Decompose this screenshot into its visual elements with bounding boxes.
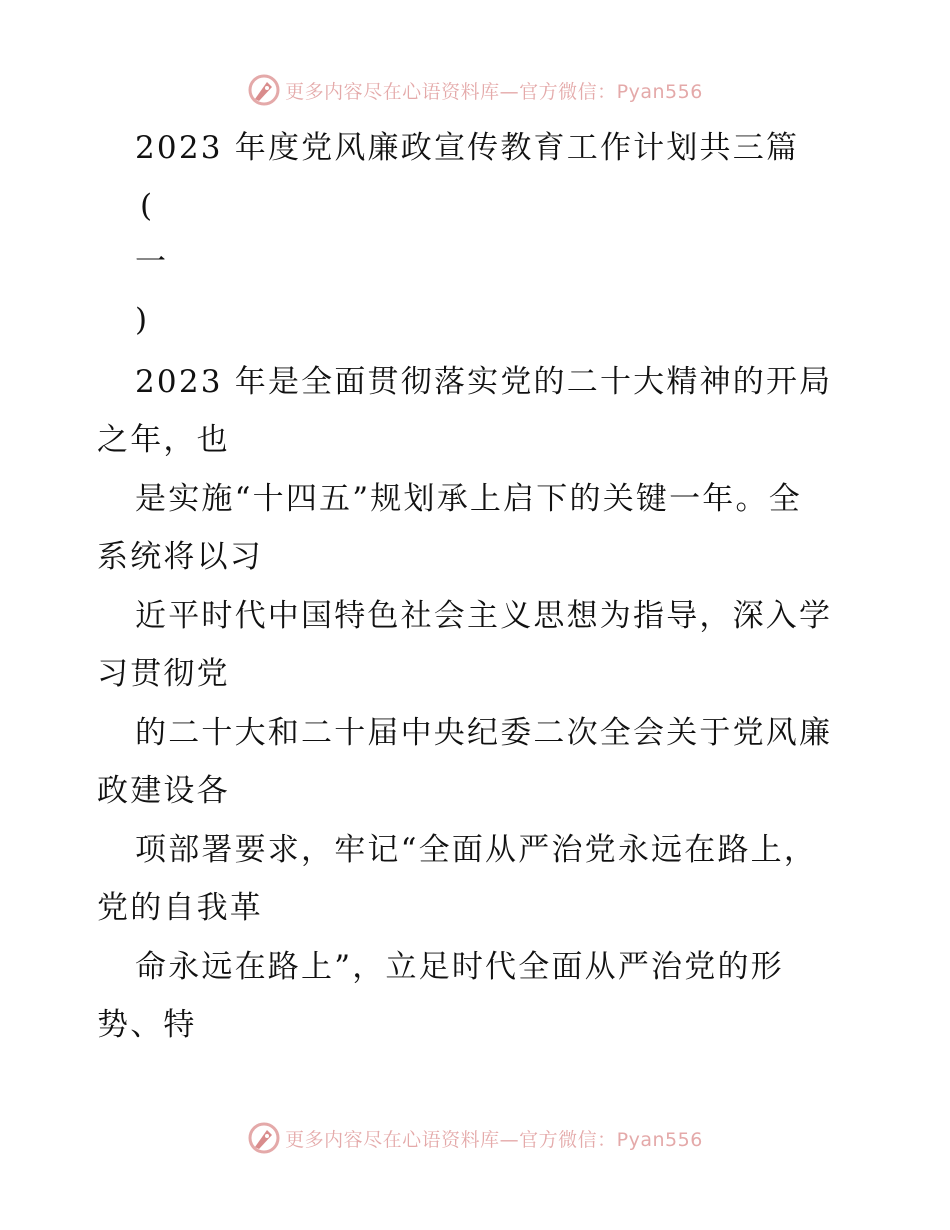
document-title: 2023 年度党风廉政宣传教育工作计划共三篇 bbox=[135, 130, 800, 166]
body-line: 系统将以习 bbox=[97, 539, 263, 575]
watermark-text: 更多内容尽在心语资料库—官方微信：Pyan556 bbox=[285, 80, 703, 103]
body-line: 之年，也 bbox=[97, 422, 230, 458]
pen-nib-logo-icon bbox=[247, 73, 281, 107]
header-watermark bbox=[0, 70, 950, 110]
watermark-text: 更多内容尽在心语资料库—官方微信：Pyan556 bbox=[285, 1128, 703, 1151]
body-line: 近平时代中国特色社会主义思想为指导，深入学 bbox=[135, 598, 833, 634]
footer-watermark bbox=[0, 1118, 950, 1158]
body-line: 项部署要求，牢记“全面从严治党永远在路上， bbox=[135, 832, 818, 868]
body-line: 2023 年是全面贯彻落实党的二十大精神的开局 bbox=[135, 364, 833, 400]
section-mark-open: ( bbox=[140, 188, 155, 224]
pen-nib-logo-icon bbox=[247, 1121, 281, 1155]
body-line: 的二十大和二十届中央纪委二次全会关于党风廉 bbox=[135, 715, 833, 751]
body-line: 政建设各 bbox=[97, 773, 230, 809]
section-mark-close: ) bbox=[135, 302, 150, 338]
body-line: 习贯彻党 bbox=[97, 656, 230, 692]
body-line: 是实施“十四五”规划承上启下的关键一年。全 bbox=[135, 481, 802, 517]
section-mark-number: 一 bbox=[135, 244, 169, 280]
body-line: 命永远在路上”，立足时代全面从严治党的形 bbox=[135, 949, 784, 985]
body-line: 党的自我革 bbox=[97, 890, 263, 926]
body-line: 势、特 bbox=[97, 1007, 197, 1043]
